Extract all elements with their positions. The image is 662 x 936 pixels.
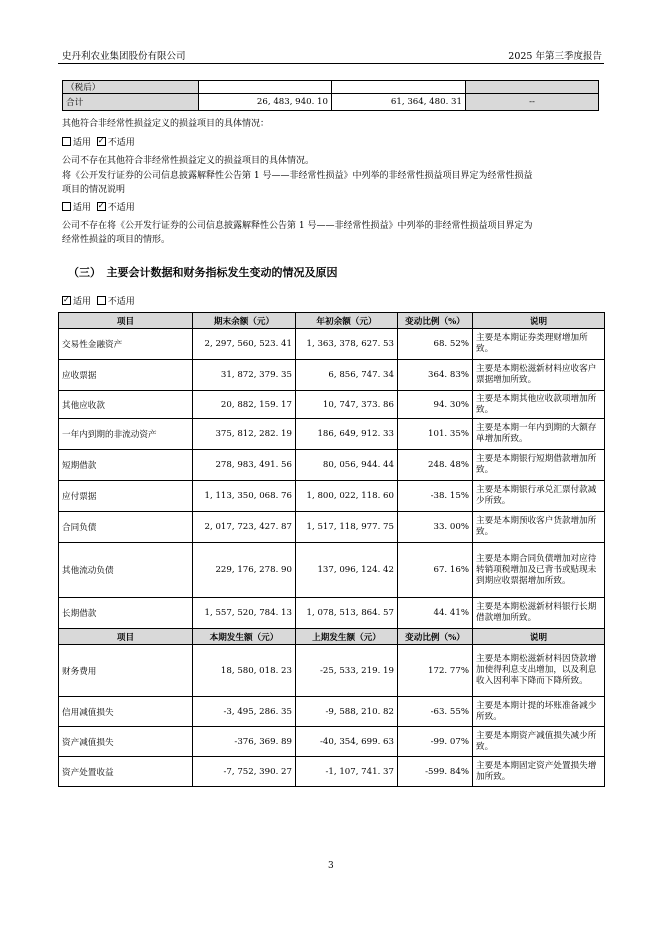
change-ratio: 33. 00%	[398, 512, 473, 543]
column-header: 年初余额（元）	[296, 313, 398, 329]
change-ratio: -99. 07%	[398, 727, 473, 757]
change-ratio: 67. 16%	[398, 543, 473, 598]
explanation: 主要是本期合同负债增加对应待转销项税增加及已背书或贴现未到期应收票据增加所致。	[473, 543, 605, 598]
row-label: （税后）	[63, 81, 199, 94]
table-row	[59, 512, 605, 543]
total-label: 合计	[63, 94, 199, 111]
column-header: 变动比例（%）	[398, 629, 473, 645]
table-row	[59, 360, 605, 391]
item-label: 一年内到期的非流动资产	[59, 419, 193, 450]
company-name: 史丹利农业集团股份有限公司	[62, 51, 186, 62]
amount: -376, 369. 89	[193, 727, 296, 757]
amount: 1, 078, 513, 864. 57	[296, 598, 398, 629]
amount: 6, 856, 747. 34	[296, 360, 398, 391]
amount: 278, 983, 491. 56	[193, 450, 296, 481]
amount: 80, 056, 944. 44	[296, 450, 398, 481]
checkbox-checked[interactable]	[62, 296, 71, 305]
item-label: 资产减值损失	[59, 727, 193, 757]
amount: -25, 533, 219. 19	[296, 645, 398, 697]
text-no-classify-b: 经常性损益的项目的情形。	[62, 235, 171, 245]
checkbox-group-1: 适用 ✓ 不适用	[62, 135, 135, 148]
column-header: 本期发生额（元）	[193, 629, 296, 645]
column-header: 说明	[473, 629, 605, 645]
amount: 10, 747, 373. 86	[296, 391, 398, 419]
explanation: 主要是本期固定资产处置损失增加所致。	[473, 757, 605, 787]
item-label: 信用减值损失	[59, 697, 193, 727]
total-row	[63, 94, 599, 111]
amount: 31, 872, 379. 35	[193, 360, 296, 391]
explanation: 主要是本期其他应收款项增加所致。	[473, 391, 605, 419]
table-row	[59, 543, 605, 598]
amount: 375, 812, 282. 19	[193, 419, 296, 450]
item-label: 财务费用	[59, 645, 193, 697]
text-no-other: 公司不存在其他符合非经常性损益定义的损益项目的具体情况。	[62, 156, 315, 166]
column-header: 说明	[473, 313, 605, 329]
text-classify-b: 项目的情况说明	[62, 185, 126, 195]
change-ratio: 364. 83%	[398, 360, 473, 391]
amount: 1, 113, 350, 068. 76	[193, 481, 296, 512]
change-ratio: 94. 30%	[398, 391, 473, 419]
change-ratio: -38. 15%	[398, 481, 473, 512]
change-ratio: 172. 77%	[398, 645, 473, 697]
change-ratio: -63. 55%	[398, 697, 473, 727]
total-ytd: 61, 364, 480. 31	[332, 94, 466, 111]
change-ratio: 248. 48%	[398, 450, 473, 481]
text-classify-a: 将《公开发行证券的公司信息披露解释性公告第 1 号——非经常性损益》中列举的非经常性损益项目界定为经常性损益	[62, 171, 533, 181]
change-ratio: 68. 52%	[398, 329, 473, 360]
explanation: 主要是本期银行承兑汇票付款减少所致。	[473, 481, 605, 512]
report-title: 2025 年第三季度报告	[508, 51, 602, 62]
item-label: 短期借款	[59, 450, 193, 481]
amount: 186, 649, 912. 33	[296, 419, 398, 450]
amount: -7, 752, 390. 27	[193, 757, 296, 787]
explanation: 主要是本期预收客户货款增加所致。	[473, 512, 605, 543]
checkbox-unchecked[interactable]	[62, 202, 71, 211]
checkbox-checked[interactable]	[97, 202, 106, 211]
checkbox-group-3: ✓适用 不适用	[62, 294, 135, 307]
item-label: 应收票据	[59, 360, 193, 391]
explanation: 主要是本期证券类理财增加所致。	[473, 329, 605, 360]
table-header-row	[59, 313, 605, 329]
header-rule	[58, 63, 604, 64]
item-label: 合同负债	[59, 512, 193, 543]
table-row	[59, 419, 605, 450]
checkbox-unchecked[interactable]	[97, 296, 106, 305]
amount: 1, 557, 520, 784. 13	[193, 598, 296, 629]
column-header: 项目	[59, 629, 193, 645]
change-ratio: -599. 84%	[398, 757, 473, 787]
amount: 1, 363, 378, 627. 53	[296, 329, 398, 360]
amount: 18, 580, 018. 23	[193, 645, 296, 697]
amount: 2, 017, 723, 427. 87	[193, 512, 296, 543]
item-label: 其他应收款	[59, 391, 193, 419]
text-other-items: 其他符合非经常性损益定义的损益项目的具体情况：	[62, 119, 270, 129]
section-title: （三） 主要会计数据和财务指标发生变动的情况及原因	[68, 266, 338, 279]
amount: 1, 517, 118, 977. 75	[296, 512, 398, 543]
text-no-classify-a: 公司不存在将《公开发行证券的公司信息披露解释性公告第 1 号——非经常性损益》中列举的非经常性损益项目界定为	[62, 221, 533, 231]
item-label: 资产处置收益	[59, 757, 193, 787]
explanation: 主要是本期松滋新材料银行长期借款增加所致。	[473, 598, 605, 629]
explanation: 主要是本期松滋新材料应收客户票据增加所致。	[473, 360, 605, 391]
table-row	[59, 481, 605, 512]
column-header: 上期发生额（元）	[296, 629, 398, 645]
amount: 20, 882, 159. 17	[193, 391, 296, 419]
column-header: 期末余额（元）	[193, 313, 296, 329]
explanation: 主要是本期银行短期借款增加所致。	[473, 450, 605, 481]
checkbox-unchecked[interactable]	[62, 137, 71, 146]
table-row	[59, 727, 605, 757]
explanation: 主要是本期一年内到期的大额存单增加所致。	[473, 419, 605, 450]
item-label: 长期借款	[59, 598, 193, 629]
table-row	[59, 645, 605, 697]
table-row	[59, 598, 605, 629]
total-note: --	[466, 94, 599, 111]
amount: 229, 176, 278. 90	[193, 543, 296, 598]
table-row	[59, 450, 605, 481]
amount: 2, 297, 560, 523. 41	[193, 329, 296, 360]
table-header-row	[59, 629, 605, 645]
amount: -3, 495, 286. 35	[193, 697, 296, 727]
nonrecurring-table	[62, 80, 599, 111]
amount: 137, 096, 124. 42	[296, 543, 398, 598]
amount: -1, 107, 741. 37	[296, 757, 398, 787]
column-header: 项目	[59, 313, 193, 329]
explanation: 主要是本期资产减值损失减少所致。	[473, 727, 605, 757]
table-row	[59, 329, 605, 360]
amount: -40, 354, 699. 63	[296, 727, 398, 757]
table-row	[63, 81, 599, 94]
change-ratio: 101. 35%	[398, 419, 473, 450]
amount: -9, 588, 210. 82	[296, 697, 398, 727]
changes-table	[58, 312, 605, 787]
total-current: 26, 483, 940. 10	[199, 94, 332, 111]
explanation: 主要是本期松滋新材料因贷款增加使得利息支出增加，以及利息收入因利率下降而下降所致。	[473, 645, 605, 697]
table-row	[59, 757, 605, 787]
item-label: 应付票据	[59, 481, 193, 512]
table-row	[59, 697, 605, 727]
column-header: 变动比例（%）	[398, 313, 473, 329]
item-label: 交易性金融资产	[59, 329, 193, 360]
page-number: 3	[328, 861, 334, 871]
checkbox-group-2: 适用 ✓ 不适用	[62, 200, 135, 213]
amount: 1, 800, 022, 118. 60	[296, 481, 398, 512]
table-row	[59, 391, 605, 419]
change-ratio: 44. 41%	[398, 598, 473, 629]
checkbox-checked[interactable]	[97, 137, 106, 146]
explanation: 主要是本期计提的坏账准备减少所致。	[473, 697, 605, 727]
item-label: 其他流动负债	[59, 543, 193, 598]
